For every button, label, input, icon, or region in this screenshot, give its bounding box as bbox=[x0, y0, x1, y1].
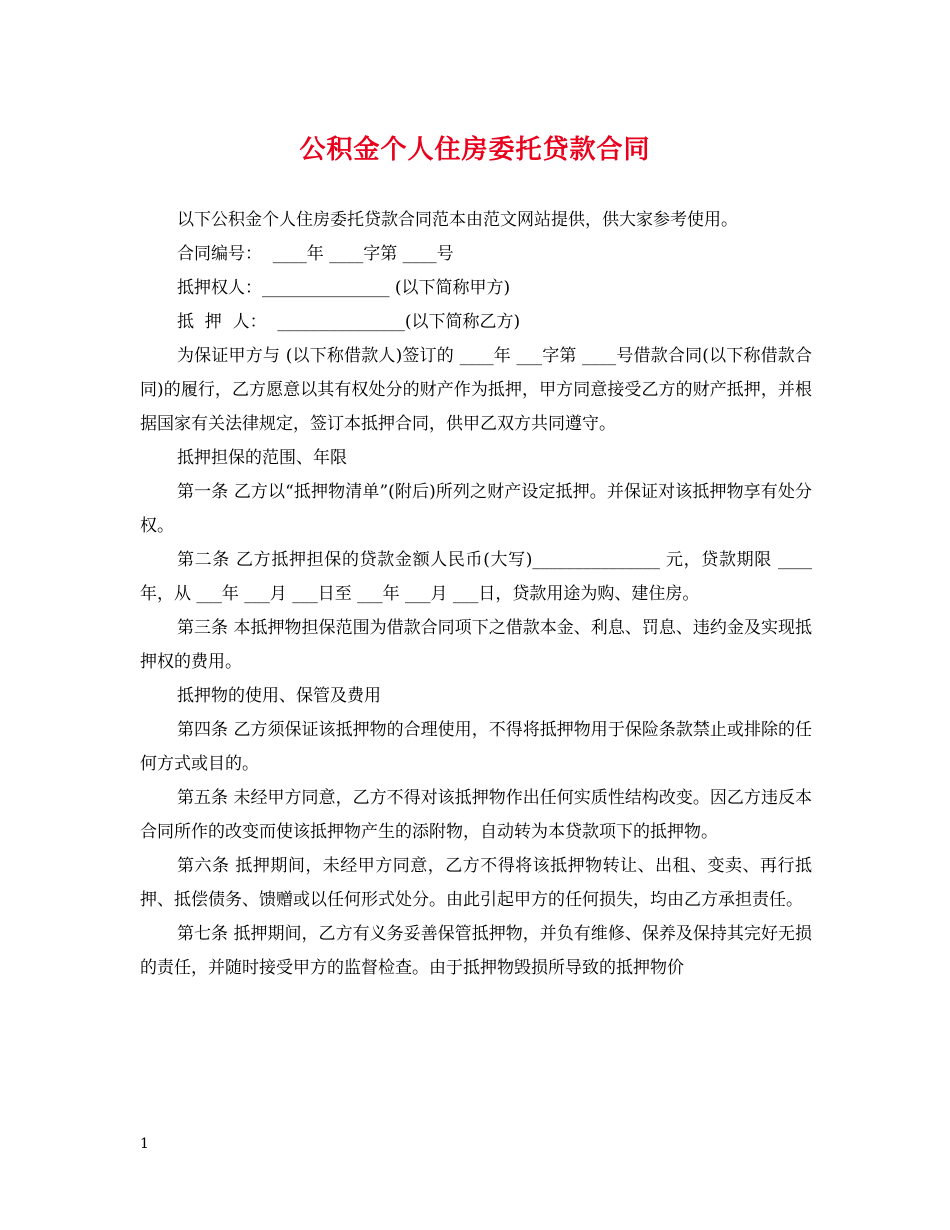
article-2: 第二条 乙方抵押担保的贷款金额人民币(大写)_______________ 元，贷款期限 ____年，从 ___年 ___月 ___日至 ___年 ___月 ___日，贷款用途为购、建住房。 bbox=[140, 550, 812, 604]
article-3: 第三条 本抵押物担保范围为借款合同项下之借款本金、利息、罚息、违约金及实现抵押权的费用。 bbox=[140, 618, 812, 672]
preamble-paragraph: 为保证甲方与 (以下称借款人)签订的 ____年 ___字第 ____号借款合同(以下称借款合同)的履行，乙方愿意以其有权处分的财产作为抵押，甲方同意接受乙方的财产抵押，并根据国家有关法律规定，签订本抵押合同，供甲乙双方共同遵守。 bbox=[140, 346, 812, 434]
intro-paragraph: 以下公积金个人住房委托贷款合同范本由范文网站提供，供大家参考使用。 bbox=[177, 210, 738, 230]
section-heading-use: 抵押物的使用、保管及费用 bbox=[177, 686, 381, 706]
article-5: 第五条 未经甲方同意，乙方不得对该抵押物作出任何实质性结构改变。因乙方违反本合同所作的改变而使该抵押物产生的添附物，自动转为本贷款项下的抵押物。 bbox=[140, 788, 812, 842]
mortgagor-line: 抵 押 人： _______________(以下简称乙方) bbox=[177, 312, 521, 332]
article-4: 第四条 乙方须保证该抵押物的合理使用，不得将抵押物用于保险条款禁止或排除的任何方式或目的。 bbox=[140, 720, 812, 774]
mortgagee-line: 抵押权人：_______________ (以下简称甲方) bbox=[177, 278, 511, 298]
article-6: 第六条 抵押期间，未经甲方同意，乙方不得将该抵押物转让、出租、变卖、再行抵押、抵偿债务、馈赠或以任何形式处分。由此引起甲方的任何损失，均由乙方承担责任。 bbox=[140, 856, 812, 910]
contract-number-line: 合同编号： ____年 ____字第 ____号 bbox=[177, 244, 454, 264]
document-title: 公积金个人住房委托贷款合同 bbox=[299, 135, 651, 165]
article-7: 第七条 抵押期间，乙方有义务妥善保管抵押物，并负有维修、保养及保持其完好无损的责任，并随时接受甲方的监督检查。由于抵押物毁损所导致的抵押物价 bbox=[140, 924, 812, 978]
document-body bbox=[140, 203, 812, 985]
section-heading-scope: 抵押担保的范围、年限 bbox=[177, 448, 347, 468]
page-number: 1 bbox=[140, 1136, 149, 1152]
article-1: 第一条 乙方以“抵押物清单”(附后)所列之财产设定抵押。并保证对该抵押物享有处分权。 bbox=[140, 482, 812, 536]
